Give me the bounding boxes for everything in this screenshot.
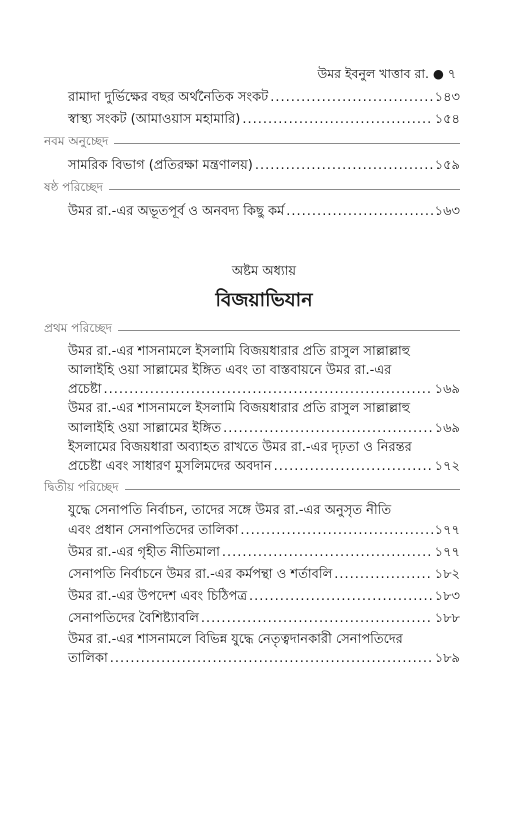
toc-entry-title: রামাদা দুর্ভিক্ষের বছর অর্থনৈতিক সংকট xyxy=(68,90,269,105)
toc-entry[interactable] xyxy=(68,88,460,107)
toc-entry-page: ১৬৯ xyxy=(434,382,460,397)
chapter-number: অষ্টম অধ্যায় xyxy=(231,264,297,279)
toc-entry-page: ১৮৩ xyxy=(434,588,460,604)
toc-entry[interactable] xyxy=(68,609,460,628)
toc-entry-title: স্বাস্থ্য সংকট (আমাওয়াস মহামারি) xyxy=(68,112,241,127)
dot-leader xyxy=(110,649,433,668)
section-heading-second xyxy=(44,479,460,499)
toc-entry-title: সেনাপতি নির্বাচনে উমর রা.-এর কর্মপন্থা ও শর্তাবলি xyxy=(68,566,333,582)
toc-entry-title: উমর রা.-এর উপদেশ এবং চিঠিপত্র xyxy=(68,588,248,604)
section-heading-first xyxy=(44,320,460,340)
toc-entry-title: এবং প্রধান সেনাপতিদের তালিকা xyxy=(68,522,239,538)
toc-entry-line: উমর রা.-এর শাসনামলে ইসলামি বিজয়ধারার প্রতি রাসুল সাল্লাল্লাহু xyxy=(68,401,411,416)
dot-leader xyxy=(255,156,433,175)
section-heading-label: দ্বিতীয় পরিচ্ছেদ xyxy=(44,480,119,494)
section-heading-label: ষষ্ঠ পরিচ্ছেদ xyxy=(44,180,103,194)
toc-entry-line: আলাইহি ওয়া সাল্লামের ইঙ্গিত এবং তা বাস্তবায়নে উমর রা.-এর xyxy=(68,362,392,378)
running-header: উমর ইবনুল খাত্তাব রা. ● ৭ xyxy=(317,66,456,81)
toc-entry-line: উমর রা.-এর শাসনামলে ইসলামি বিজয়ধারার প্রতি রাসুল সাল্লাল্লাহু xyxy=(68,344,411,359)
dot-leader xyxy=(222,543,433,562)
toc-entry-title: আলাইহি ওয়া সাল্লামের ইঙ্গিত xyxy=(68,420,222,436)
toc-entry[interactable] xyxy=(68,543,460,562)
dot-leader xyxy=(274,457,433,476)
toc-entry-page: ১৭২ xyxy=(434,459,460,474)
toc-entry-page: ১৬৩ xyxy=(434,204,460,219)
dot-leader xyxy=(270,88,432,107)
toc-entry[interactable] xyxy=(68,110,460,129)
section-heading-label: নবম অনুচ্ছেদ xyxy=(44,134,109,148)
dot-leader xyxy=(201,609,433,628)
section-heading-label: প্রথম পরিচ্ছেদ xyxy=(44,321,112,335)
toc-entry-page: ১৮৯ xyxy=(434,651,460,666)
toc-top-block xyxy=(44,88,460,221)
toc-entry-title: প্রচেষ্টা xyxy=(68,382,102,397)
toc-entry-title: সেনাপতিদের বৈশিষ্ট্যাবলি xyxy=(68,610,199,626)
section-heading-ninth xyxy=(44,133,460,153)
chapter-title: বিজয়াভিযান xyxy=(215,289,313,311)
toc-entry[interactable] xyxy=(68,587,460,606)
toc-entry-title: সামরিক বিভাগ (প্রতিরক্ষা মন্ত্রণালয়) xyxy=(68,158,253,173)
toc-entry-multiline[interactable] xyxy=(68,400,460,438)
toc-entry-multiline[interactable] xyxy=(68,631,460,669)
dot-leader xyxy=(334,565,432,584)
toc-entry-line: যুদ্ধে সেনাপতি নির্বাচন, তাদের সঙ্গে উমর রা.-এর অনুসৃত নীতি xyxy=(68,503,392,518)
section-heading-sixth xyxy=(44,179,460,199)
toc-entry-title: উমর রা.-এর গৃহীত নীতিমালা xyxy=(68,544,220,560)
toc-entry-title: তালিকা xyxy=(68,651,108,666)
toc-entry-page: ১৭৭ xyxy=(434,522,460,538)
toc-entry-page: ১৫৪ xyxy=(434,112,460,127)
toc-entry-multiline[interactable] xyxy=(68,343,460,399)
dot-leader xyxy=(104,380,433,399)
toc-bottom-block xyxy=(44,320,460,668)
toc-entry-multiline[interactable] xyxy=(68,502,460,540)
toc-entry-title: প্রচেষ্টা এবং সাধারণ মুসলিমদের অবদান xyxy=(68,459,272,474)
toc-entry-page: ১৬৯ xyxy=(434,420,460,436)
toc-entry-page: ১৮৮ xyxy=(434,610,460,626)
dot-leader xyxy=(249,587,433,606)
toc-entry-page: ১৮২ xyxy=(434,566,460,582)
dot-leader xyxy=(240,521,432,540)
toc-entry-line: ইসলামের বিজয়ধারা অব্যাহত রাখতে উমর রা.-এর দৃঢ়তা ও নিরন্তর xyxy=(68,439,412,455)
toc-entry-page: ১৫৯ xyxy=(434,158,460,173)
dot-leader xyxy=(223,419,433,438)
toc-entry[interactable] xyxy=(68,156,460,175)
toc-entry-page: ১৪৩ xyxy=(434,90,460,105)
dot-leader xyxy=(286,202,432,221)
dot-leader xyxy=(242,110,432,129)
toc-entry-title: উমর রা.-এর অভূতপূর্ব ও অনবদ্য কিছু কর্ম xyxy=(68,204,285,219)
toc-entry-multiline[interactable] xyxy=(68,439,460,477)
toc-entry[interactable] xyxy=(68,565,460,584)
toc-entry[interactable] xyxy=(68,202,460,221)
toc-entry-line: উমর রা.-এর শাসনামলে বিভিন্ন যুদ্ধে নেতৃত্বদানকারী সেনাপতিদের xyxy=(68,631,403,647)
toc-entry-page: ১৭৭ xyxy=(434,544,460,560)
